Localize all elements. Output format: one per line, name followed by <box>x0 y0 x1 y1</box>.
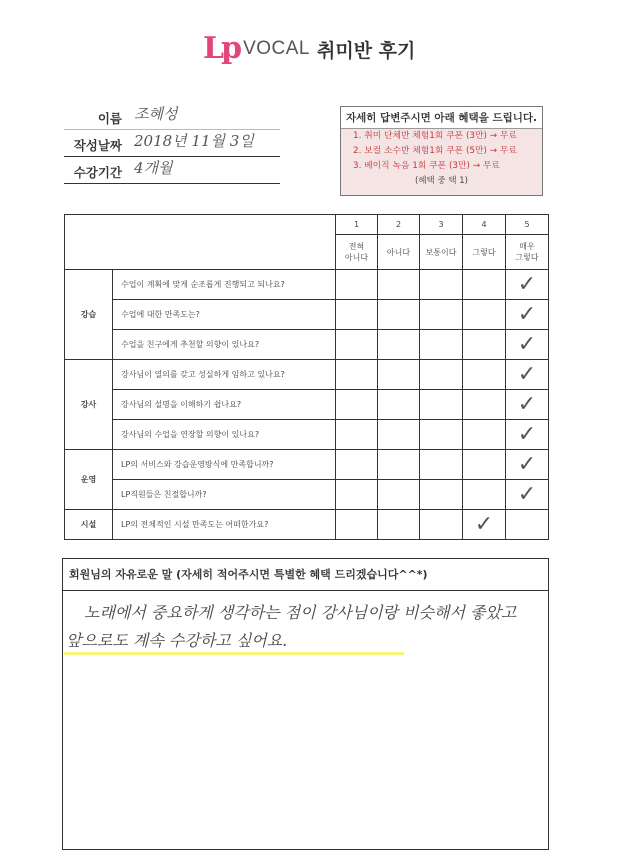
question-text: LP직원들은 친절합니까? <box>113 480 336 510</box>
answer-cell <box>420 300 463 330</box>
category-label: 운영 <box>65 450 113 510</box>
answer-cell <box>506 330 549 360</box>
lp-logo-mark: Lp <box>203 31 240 66</box>
question-text: 강사님의 수업을 연장할 의향이 있나요? <box>113 420 336 450</box>
info-row-name <box>64 103 280 130</box>
scale-label: 보통이다 <box>420 235 463 270</box>
handwritten-comment-line: 앞으로도 계속 수강하고 싶어요. <box>66 631 288 650</box>
check-mark-icon: ✓ <box>517 331 537 357</box>
handwritten-comment-line: 노래에서 중요하게 생각하는 점이 강사님이랑 비슷해서 좋았고 <box>84 603 517 622</box>
survey-row <box>65 270 549 300</box>
scale-label: 아니다 <box>378 235 420 270</box>
scale-number: 4 <box>463 215 506 235</box>
scale-number: 5 <box>506 215 549 235</box>
answer-cell <box>463 510 506 540</box>
question-text: LP의 서비스와 강습운영방식에 만족합니까? <box>113 450 336 480</box>
answer-cell <box>378 510 420 540</box>
category-label: 강사 <box>65 360 113 450</box>
answer-cell <box>378 300 420 330</box>
check-mark-icon: ✓ <box>517 271 537 297</box>
answer-cell <box>336 420 378 450</box>
answer-cell <box>378 330 420 360</box>
answer-cell <box>336 510 378 540</box>
answer-cell <box>506 450 549 480</box>
benefit-item: 1. 취미 단체반 체험1회 쿠폰 (3만) → 무료 <box>353 131 517 141</box>
info-value-handwritten: 2018년 11월 3일 <box>134 132 254 150</box>
answer-cell <box>463 300 506 330</box>
answer-cell <box>336 330 378 360</box>
answer-cell <box>506 360 549 390</box>
answer-cell <box>378 450 420 480</box>
answer-cell <box>463 450 506 480</box>
answer-cell <box>420 480 463 510</box>
info-row-date <box>64 130 280 157</box>
answer-cell <box>336 450 378 480</box>
info-label: 작성날짜 <box>73 138 122 153</box>
check-mark-icon: ✓ <box>517 481 537 507</box>
page-title: 취미반 후기 <box>317 39 416 62</box>
question-text: LP의 전체적인 시설 만족도는 어떠한가요? <box>113 510 336 540</box>
survey-row <box>65 480 549 510</box>
answer-cell <box>506 480 549 510</box>
highlighter-stroke <box>64 652 404 655</box>
survey-row <box>65 450 549 480</box>
answer-cell <box>463 420 506 450</box>
answer-cell <box>420 510 463 540</box>
info-value-handwritten: 4개월 <box>134 159 173 177</box>
header-blank-cell <box>65 215 336 270</box>
info-label: 수강기간 <box>73 165 122 180</box>
benefit-item: 2. 보컬 소수반 체험1회 쿠폰 (5만) → 무료 <box>353 146 517 156</box>
scale-number-row <box>65 215 549 235</box>
category-label: 강습 <box>65 270 113 360</box>
benefit-item: 3. 베이직 녹음 1회 쿠폰 (3만) → 무료 <box>353 161 500 171</box>
question-text: 수업이 계획에 맞게 순조롭게 진행되고 되나요? <box>113 270 336 300</box>
answer-cell <box>463 480 506 510</box>
benefit-note: (혜택 중 택 1) <box>415 176 468 186</box>
question-text: 강사님의 설명을 이해하기 쉽나요? <box>113 390 336 420</box>
check-mark-icon: ✓ <box>517 421 537 447</box>
answer-cell <box>506 510 549 540</box>
answer-cell <box>378 420 420 450</box>
answer-cell <box>336 390 378 420</box>
answer-cell <box>420 390 463 420</box>
answer-cell <box>463 360 506 390</box>
member-info <box>64 103 280 184</box>
check-mark-icon: ✓ <box>517 451 537 477</box>
scale-label: 전혀 아니다 <box>336 235 378 270</box>
answer-cell <box>378 360 420 390</box>
scale-number: 3 <box>420 215 463 235</box>
scale-number: 1 <box>336 215 378 235</box>
answer-cell <box>378 390 420 420</box>
answer-cell <box>506 420 549 450</box>
benefit-box <box>340 106 543 196</box>
check-mark-icon: ✓ <box>474 511 494 537</box>
answer-cell <box>420 450 463 480</box>
survey-row <box>65 330 549 360</box>
answer-cell <box>506 390 549 420</box>
comment-heading: 회원님의 자유로운 말 (자세히 적어주시면 특별한 혜택 드리겠습니다^^*) <box>63 559 548 591</box>
check-mark-icon: ✓ <box>517 391 537 417</box>
check-mark-icon: ✓ <box>517 361 537 387</box>
answer-cell <box>463 390 506 420</box>
answer-cell <box>420 420 463 450</box>
answer-cell <box>506 270 549 300</box>
survey-row <box>65 420 549 450</box>
scale-label: 그렇다 <box>463 235 506 270</box>
question-text: 수업을 친구에게 추천할 의향이 있나요? <box>113 330 336 360</box>
answer-cell <box>378 270 420 300</box>
answer-cell <box>420 330 463 360</box>
answer-cell <box>420 270 463 300</box>
answer-cell <box>336 480 378 510</box>
info-value-handwritten: 조혜성 <box>134 105 178 123</box>
info-row-period <box>64 157 280 184</box>
answer-cell <box>463 270 506 300</box>
answer-cell <box>336 360 378 390</box>
answer-cell <box>506 300 549 330</box>
question-text: 강사님이 열의를 갖고 성실하게 임하고 있나요? <box>113 360 336 390</box>
answer-cell <box>336 270 378 300</box>
survey-row <box>65 300 549 330</box>
answer-cell <box>420 360 463 390</box>
benefit-title: 자세히 답변주시면 아래 혜택을 드립니다. <box>341 107 542 129</box>
logo-brand-text: VOCAL <box>243 38 310 59</box>
survey-row <box>65 360 549 390</box>
answer-cell <box>463 330 506 360</box>
survey-table <box>64 214 549 540</box>
brand-logo <box>203 31 416 66</box>
check-mark-icon: ✓ <box>517 301 537 327</box>
answer-cell <box>378 480 420 510</box>
scale-label: 매우 그렇다 <box>506 235 549 270</box>
info-label: 이름 <box>97 111 122 126</box>
survey-row <box>65 510 549 540</box>
category-label: 시설 <box>65 510 113 540</box>
question-text: 수업에 대한 만족도는? <box>113 300 336 330</box>
survey-row <box>65 390 549 420</box>
scale-number: 2 <box>378 215 420 235</box>
answer-cell <box>336 300 378 330</box>
